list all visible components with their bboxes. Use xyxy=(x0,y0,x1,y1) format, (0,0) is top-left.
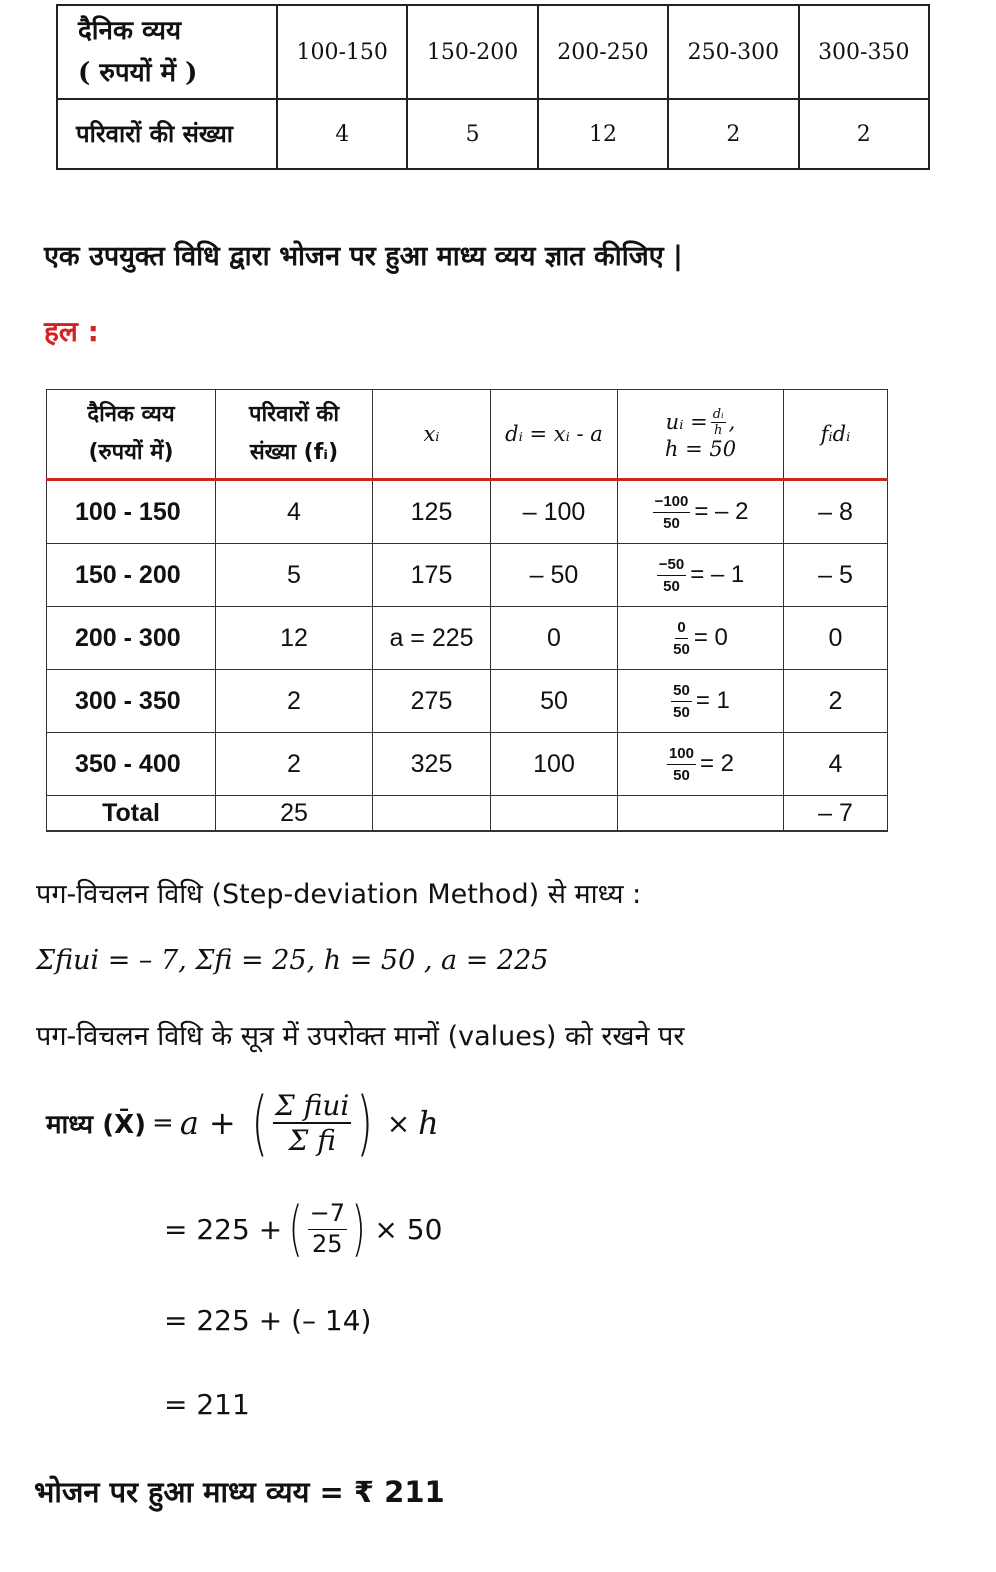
fd-product: 2 xyxy=(784,670,888,733)
fraction-denominator: 50 xyxy=(673,766,690,784)
left-paren-icon: ( xyxy=(288,1194,303,1264)
header-class xyxy=(47,390,216,480)
midpoint: 275 xyxy=(373,670,491,733)
frequency: 4 xyxy=(216,480,373,544)
ui-comma: , xyxy=(728,410,736,434)
total-label: Total xyxy=(47,796,216,832)
u-fraction xyxy=(657,557,686,594)
fraction-denominator: h xyxy=(713,422,723,438)
ui-fraction xyxy=(711,408,726,437)
step-deviation xyxy=(618,670,784,733)
header-line: परिवारों की xyxy=(248,402,340,427)
fraction-numerator: 0 xyxy=(675,620,687,639)
class-cell: 150-200 xyxy=(407,5,537,99)
midpoint: 325 xyxy=(373,733,491,796)
table-row xyxy=(47,670,888,733)
header-line: संख्या (fᵢ) xyxy=(249,440,339,465)
method-line: पग-विचलन विधि (Step-deviation Method) से माध्य : xyxy=(36,879,642,910)
header-xi: xᵢ xyxy=(373,390,491,480)
mean-formula xyxy=(46,1082,439,1164)
header-cell xyxy=(57,5,277,99)
fraction-denominator: Σ fi xyxy=(288,1124,336,1157)
midpoint: 125 xyxy=(373,480,491,544)
class-cell: 250-300 xyxy=(668,5,798,99)
count-cell: 4 xyxy=(277,99,407,169)
u-value: = 1 xyxy=(695,686,730,714)
fraction-denominator: 50 xyxy=(673,703,690,721)
step-prefix: = 225 + xyxy=(164,1212,283,1246)
u-value: = – 2 xyxy=(694,497,749,525)
fd-product: 0 xyxy=(784,607,888,670)
table-row xyxy=(47,733,888,796)
fraction-numerator: 50 xyxy=(671,683,692,702)
substitute-line: पग-विचलन विधि के सूत्र में उपरोक्त मानों (values) को रखने पर xyxy=(36,1021,685,1052)
deviation: – 50 xyxy=(491,544,618,607)
right-paren-icon: ) xyxy=(351,1194,366,1264)
total-row xyxy=(47,796,888,832)
empty-cell xyxy=(618,796,784,832)
count-label-cell: परिवारों की संख्या xyxy=(57,99,277,169)
count-cell: 2 xyxy=(668,99,798,169)
question-text: एक उपयुक्त विधि द्वारा भोजन पर हुआ माध्य व्यय ज्ञात कीजिए | xyxy=(44,241,683,272)
right-paren-icon: ) xyxy=(356,1082,374,1164)
u-fraction xyxy=(653,494,691,531)
class-interval: 350 - 400 xyxy=(47,733,216,796)
mean-label: माध्य (X̄) xyxy=(46,1110,147,1140)
sum-fraction xyxy=(273,1088,351,1157)
frequency: 2 xyxy=(216,733,373,796)
frequency: 2 xyxy=(216,670,373,733)
fd-product: 4 xyxy=(784,733,888,796)
header-line: दैनिक व्यय xyxy=(78,16,182,46)
u-value: = 2 xyxy=(700,749,735,777)
data-table xyxy=(56,4,930,170)
class-cell: 300-350 xyxy=(799,5,929,99)
equals-sign: = xyxy=(152,1108,174,1138)
u-value: = 0 xyxy=(693,623,728,651)
left-paren-icon: ( xyxy=(251,1082,268,1164)
fraction-numerator: Σ fiui xyxy=(273,1091,351,1124)
total-fd: – 7 xyxy=(784,796,888,832)
class-cell: 100-150 xyxy=(277,5,407,99)
table-header-row xyxy=(47,390,888,480)
header-ui xyxy=(618,390,784,480)
deviation: 50 xyxy=(491,670,618,733)
frequency: 5 xyxy=(216,544,373,607)
class-width-symbol: h xyxy=(418,1104,439,1142)
table-row xyxy=(47,544,888,607)
u-fraction xyxy=(667,746,696,783)
u-fraction xyxy=(671,683,692,720)
ui-definition xyxy=(618,408,783,437)
deviation: – 100 xyxy=(491,480,618,544)
fd-product: – 8 xyxy=(784,480,888,544)
step-deviation xyxy=(618,607,784,670)
class-cell: 200-250 xyxy=(538,5,668,99)
plus-sign: + xyxy=(208,1104,236,1142)
header-frequency xyxy=(216,390,373,480)
fraction-numerator: −50 xyxy=(657,557,686,576)
final-answer: भोजन पर हुआ माध्य व्यय = ₹ 211 xyxy=(34,1475,445,1509)
count-cell: 12 xyxy=(538,99,668,169)
ui-lhs: uᵢ = xyxy=(665,410,708,434)
step-suffix: × 50 xyxy=(374,1212,443,1246)
calc-step-2: = 225 + (– 14) xyxy=(164,1304,372,1337)
deviation: 100 xyxy=(491,733,618,796)
class-interval: 100 - 150 xyxy=(47,480,216,544)
header-line: ( रुपयों में ) xyxy=(78,58,198,88)
fraction-denominator: 50 xyxy=(663,514,680,532)
table-row xyxy=(57,99,929,169)
step-fraction xyxy=(308,1201,347,1256)
header-di: dᵢ = xᵢ - a xyxy=(491,390,618,480)
u-fraction xyxy=(673,620,690,657)
step-deviation xyxy=(618,733,784,796)
u-value: = – 1 xyxy=(690,560,745,588)
count-cell: 5 xyxy=(407,99,537,169)
class-interval: 200 - 300 xyxy=(47,607,216,670)
fraction-numerator: −7 xyxy=(308,1201,347,1229)
calc-step-3: = 211 xyxy=(164,1388,250,1421)
class-interval: 300 - 350 xyxy=(47,670,216,733)
empty-cell xyxy=(373,796,491,832)
fd-product: – 5 xyxy=(784,544,888,607)
class-interval: 150 - 200 xyxy=(47,544,216,607)
header-fidi: fᵢdᵢ xyxy=(784,390,888,480)
step-deviation xyxy=(618,480,784,544)
table-row xyxy=(47,607,888,670)
total-frequency: 25 xyxy=(216,796,373,832)
header-line: दैनिक व्यय xyxy=(87,402,175,427)
midpoint: 175 xyxy=(373,544,491,607)
step-deviation xyxy=(618,544,784,607)
fraction-denominator: 50 xyxy=(663,577,680,595)
assumed-mean-symbol: a xyxy=(179,1104,199,1142)
fraction-denominator: 25 xyxy=(312,1229,343,1258)
calc-step-1 xyxy=(164,1196,442,1262)
count-cell: 2 xyxy=(799,99,929,169)
deviation: 0 xyxy=(491,607,618,670)
values-line: Σfiui = – 7, Σfi = 25, h = 50 , a = 225 xyxy=(36,945,549,976)
ui-h-value: h = 50 xyxy=(664,436,737,461)
solution-label: हल : xyxy=(44,315,99,348)
empty-cell xyxy=(491,796,618,832)
fraction-denominator: 50 xyxy=(673,640,690,658)
fraction-numerator: −100 xyxy=(653,494,691,513)
table-row xyxy=(47,480,888,544)
midpoint: a = 225 xyxy=(373,607,491,670)
solution-table xyxy=(46,389,888,832)
header-line: (रुपयों में) xyxy=(88,440,174,465)
times-sign: × xyxy=(386,1106,411,1140)
table-row xyxy=(57,5,929,99)
fraction-numerator: 100 xyxy=(667,746,696,765)
fraction-numerator: dᵢ xyxy=(712,406,724,422)
frequency: 12 xyxy=(216,607,373,670)
